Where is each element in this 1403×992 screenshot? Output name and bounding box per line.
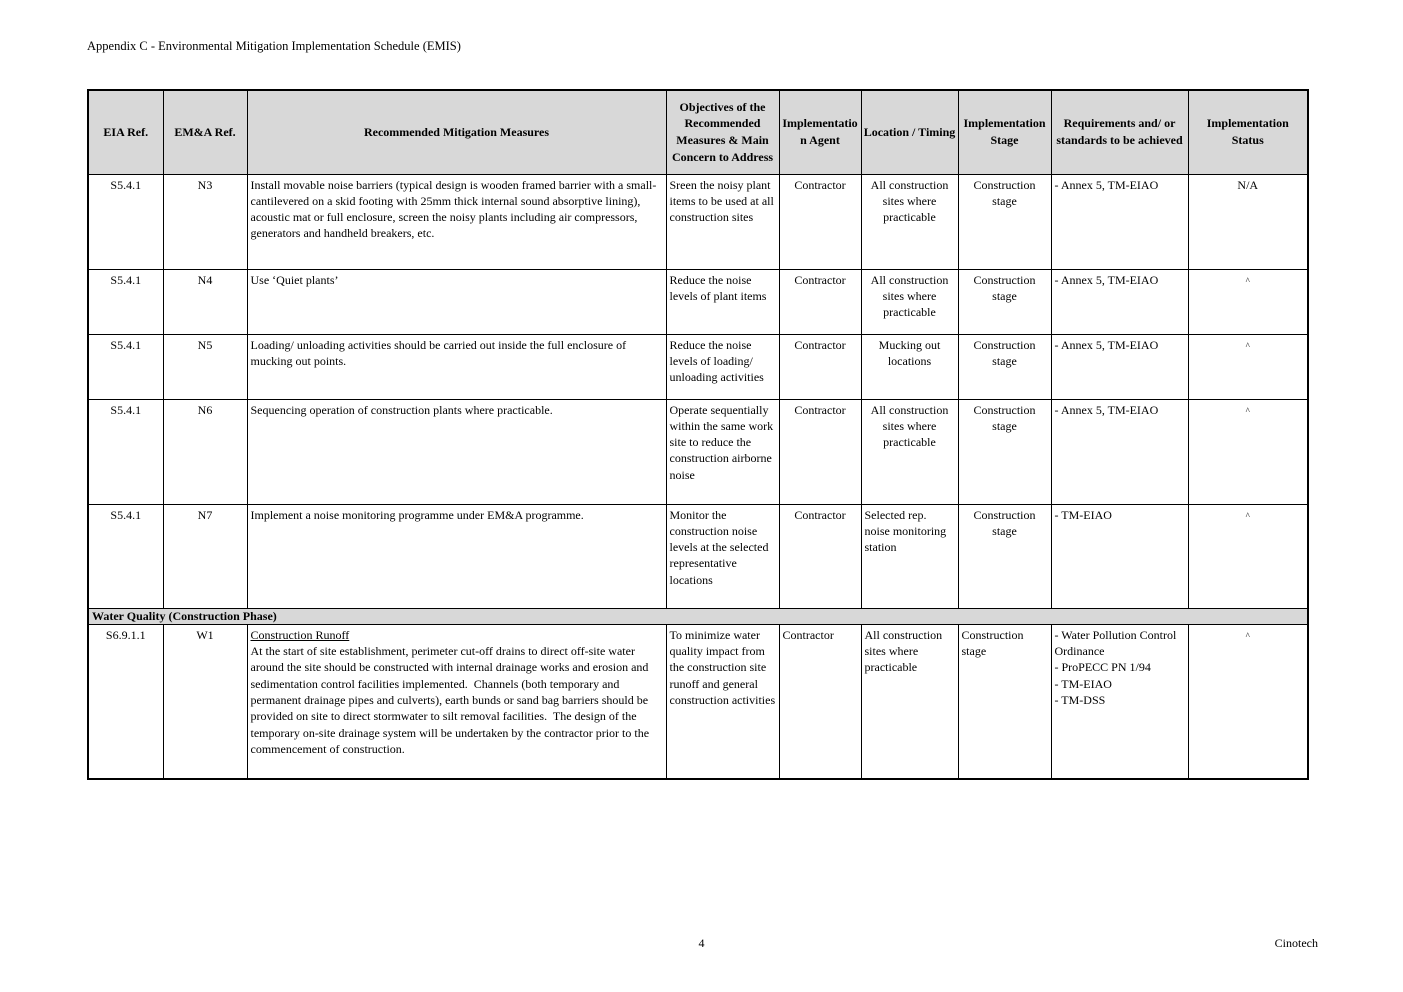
cell-text: N3 [197, 177, 213, 192]
cell-requirements-standards [1051, 174, 1188, 269]
footer-company: Cinotech [1274, 936, 1318, 950]
cell-text: Construction stage [973, 177, 1039, 208]
cell-ema-ref [163, 269, 247, 334]
table-header-row [88, 90, 1308, 174]
cell-implementation-status [1188, 399, 1308, 504]
cell-text: - Annex 5, TM-EIAO [1054, 337, 1159, 352]
cell-text: S5.4.1 [110, 507, 142, 522]
table-head [88, 90, 1308, 174]
cell-implementation-agent [779, 504, 861, 608]
cell-implementation-stage [958, 269, 1051, 334]
cell-eia-ref [88, 504, 163, 608]
cell-ema-ref [163, 174, 247, 269]
cell-implementation-status [1188, 269, 1308, 334]
cell-text: Loading/ unloading activities should be carried out inside the full enclosure of mucking out points. [250, 337, 630, 368]
header-cell-eia-ref: EIA Ref. [88, 90, 163, 174]
cell-requirements-standards [1051, 269, 1188, 334]
cell-mitigation-measures [247, 174, 666, 269]
table-row [88, 624, 1308, 779]
cell-objectives [666, 334, 779, 399]
footer-page-number: 4 [698, 936, 705, 950]
cell-requirements-standards [1051, 624, 1188, 779]
cell-eia-ref [88, 269, 163, 334]
cell-implementation-agent [779, 399, 861, 504]
cell-text: S5.4.1 [110, 272, 142, 287]
cell-text: Construction stage [973, 402, 1039, 433]
cell-text: All construction sites where practicable [864, 627, 946, 675]
cell-mitigation-measures [247, 504, 666, 608]
cell-text: Contractor [794, 337, 846, 352]
cell-text: ^ [1245, 630, 1250, 641]
cell-text: S5.4.1 [110, 177, 142, 192]
cell-objectives [666, 174, 779, 269]
cell-text: Use ‘Quiet plants’ [250, 272, 339, 287]
cell-implementation-stage [958, 334, 1051, 399]
table-body [88, 174, 1308, 779]
cell-text: ^ [1245, 510, 1250, 521]
cell-text: Construction stage [961, 627, 1027, 658]
cell-ema-ref [163, 504, 247, 608]
cell-text: S5.4.1 [110, 337, 142, 352]
cell-text: S6.9.1.1 [105, 627, 146, 642]
cell-text: All construction sites where practicable [870, 272, 952, 320]
header-cell-requirements-standards: Requirements and/ or standards to be achieved [1051, 90, 1188, 174]
section-header-title: Water Quality (Construction Phase) [88, 608, 1308, 624]
cell-text: N4 [197, 272, 213, 287]
cell-text: Contractor [794, 177, 846, 192]
cell-implementation-stage [958, 504, 1051, 608]
cell-eia-ref [88, 399, 163, 504]
cell-objectives [666, 399, 779, 504]
cell-ema-ref [163, 624, 247, 779]
cell-location-timing [861, 624, 958, 779]
cell-objectives [666, 504, 779, 608]
table-row [88, 504, 1308, 608]
cell-implementation-agent [779, 174, 861, 269]
cell-text: Contractor [794, 402, 846, 417]
header-cell-implementation-status: Implementation Status [1188, 90, 1308, 174]
cell-implementation-agent [779, 269, 861, 334]
header-cell-mitigation-measures: Recommended Mitigation Measures [247, 90, 666, 174]
cell-location-timing [861, 174, 958, 269]
table-row [88, 399, 1308, 504]
cell-line: - TM-DSS [1054, 692, 1106, 707]
cell-ema-ref [163, 399, 247, 504]
cell-location-timing [861, 399, 958, 504]
cell-text: Construction stage [973, 272, 1039, 303]
cell-text: Sreen the noisy plant items to be used at all construction sites [669, 177, 777, 225]
cell-text: Contractor [794, 507, 846, 522]
table-row [88, 269, 1308, 334]
cell-text: All construction sites where practicable [870, 177, 952, 225]
cell-line: - TM-EIAO [1054, 676, 1112, 691]
header-cell-ema-ref: EM&A Ref. [163, 90, 247, 174]
cell-implementation-stage [958, 399, 1051, 504]
cell-text: To minimize water quality impact from the construction site runoff and general construction activities [669, 627, 776, 707]
cell-text: S5.4.1 [110, 402, 142, 417]
cell-eia-ref [88, 624, 163, 779]
cell-requirements-standards [1051, 399, 1188, 504]
cell-text: - Annex 5, TM-EIAO [1054, 402, 1159, 417]
header-cell-implementation-stage: Implementation Stage [958, 90, 1051, 174]
cell-eia-ref [88, 334, 163, 399]
cell-line: - Water Pollution Control Ordinance [1054, 627, 1180, 658]
cell-text: N7 [197, 507, 213, 522]
cell-text: ^ [1245, 340, 1250, 351]
cell-objectives [666, 269, 779, 334]
cell-objectives [666, 624, 779, 779]
cell-text: - TM-EIAO [1054, 507, 1112, 522]
table-row [88, 174, 1308, 269]
cell-requirements-standards [1051, 504, 1188, 608]
cell-text: W1 [196, 627, 214, 642]
cell-implementation-status [1188, 624, 1308, 779]
emis-table [87, 89, 1309, 780]
cell-text: N6 [197, 402, 213, 417]
cell-requirements-standards [1051, 334, 1188, 399]
cell-implementation-status [1188, 504, 1308, 608]
cell-implementation-agent [779, 334, 861, 399]
cell-text: Monitor the construction noise levels at the selected representative locations [669, 507, 772, 587]
cell-text: At the start of site establishment, perimeter cut-off drains to direct off-site water around the site should be constructed with internal drainage works and erosion and sedimentation control facilities implemented. Channels (both temporary and permanent drainage pipes and culverts), earth bunds or sand bag barriers should be provided on site to direct stormwater to silt removal facilities. The design of the temporary on-site drainage system will be undertaken by the contractor prior to the commencement of construction. [250, 644, 653, 756]
cell-mitigation-measures [247, 334, 666, 399]
cell-text: N/A [1237, 177, 1259, 192]
cell-mitigation-measures [247, 399, 666, 504]
cell-location-timing [861, 269, 958, 334]
cell-location-timing [861, 334, 958, 399]
cell-text: Mucking out locations [878, 337, 944, 368]
cell-text: Operate sequentially within the same work site to reduce the construction airborne noise [669, 402, 777, 482]
cell-text: Reduce the noise levels of plant items [669, 272, 767, 303]
cell-line: - ProPECC PN 1/94 [1054, 660, 1151, 675]
cell-text: All construction sites where practicable [870, 402, 952, 450]
section-header-row [88, 608, 1308, 624]
cell-mitigation-measures [247, 269, 666, 334]
cell-text: - Annex 5, TM-EIAO [1054, 177, 1159, 192]
table-row [88, 334, 1308, 399]
cell-eia-ref [88, 174, 163, 269]
cell-text: Reduce the noise levels of loading/ unloading activities [669, 337, 764, 385]
cell-location-timing [861, 504, 958, 608]
cell-heading: Construction Runoff [250, 627, 350, 642]
cell-implementation-stage [958, 174, 1051, 269]
header-cell-objectives: Objectives of the Recommended Measures & Main Concern to Address [666, 90, 779, 174]
cell-text: ^ [1245, 405, 1250, 416]
cell-text: Contractor [794, 272, 846, 287]
cell-implementation-status [1188, 174, 1308, 269]
cell-text: Construction stage [973, 337, 1039, 368]
cell-text: - Annex 5, TM-EIAO [1054, 272, 1159, 287]
cell-text: Contractor [782, 627, 834, 642]
header-cell-location-timing: Location / Timing [861, 90, 958, 174]
header-cell-implementation-agent: Implementation Agent [779, 90, 861, 174]
cell-implementation-status [1188, 334, 1308, 399]
cell-text: Construction stage [973, 507, 1039, 538]
cell-text: Sequencing operation of construction plants where practicable. [250, 402, 553, 417]
page-title: Appendix C - Environmental Mitigation Implementation Schedule (EMIS) [87, 39, 461, 53]
cell-implementation-stage [958, 624, 1051, 779]
cell-text: Selected rep. noise monitoring station [864, 507, 950, 555]
cell-implementation-agent [779, 624, 861, 779]
cell-mitigation-measures [247, 624, 666, 779]
cell-text: Install movable noise barriers (typical design is wooden framed barrier with a small-cantilevered on a skid footing with 25mm thick internal sound absorptive lining), acoustic mat or full enclosure, screen the noisy plants including air compressors, generators and handheld breakers, etc. [250, 177, 657, 241]
cell-text: ^ [1245, 275, 1250, 286]
cell-text: N5 [197, 337, 213, 352]
cell-text: Implement a noise monitoring programme under EM&A programme. [250, 507, 584, 522]
cell-ema-ref [163, 334, 247, 399]
